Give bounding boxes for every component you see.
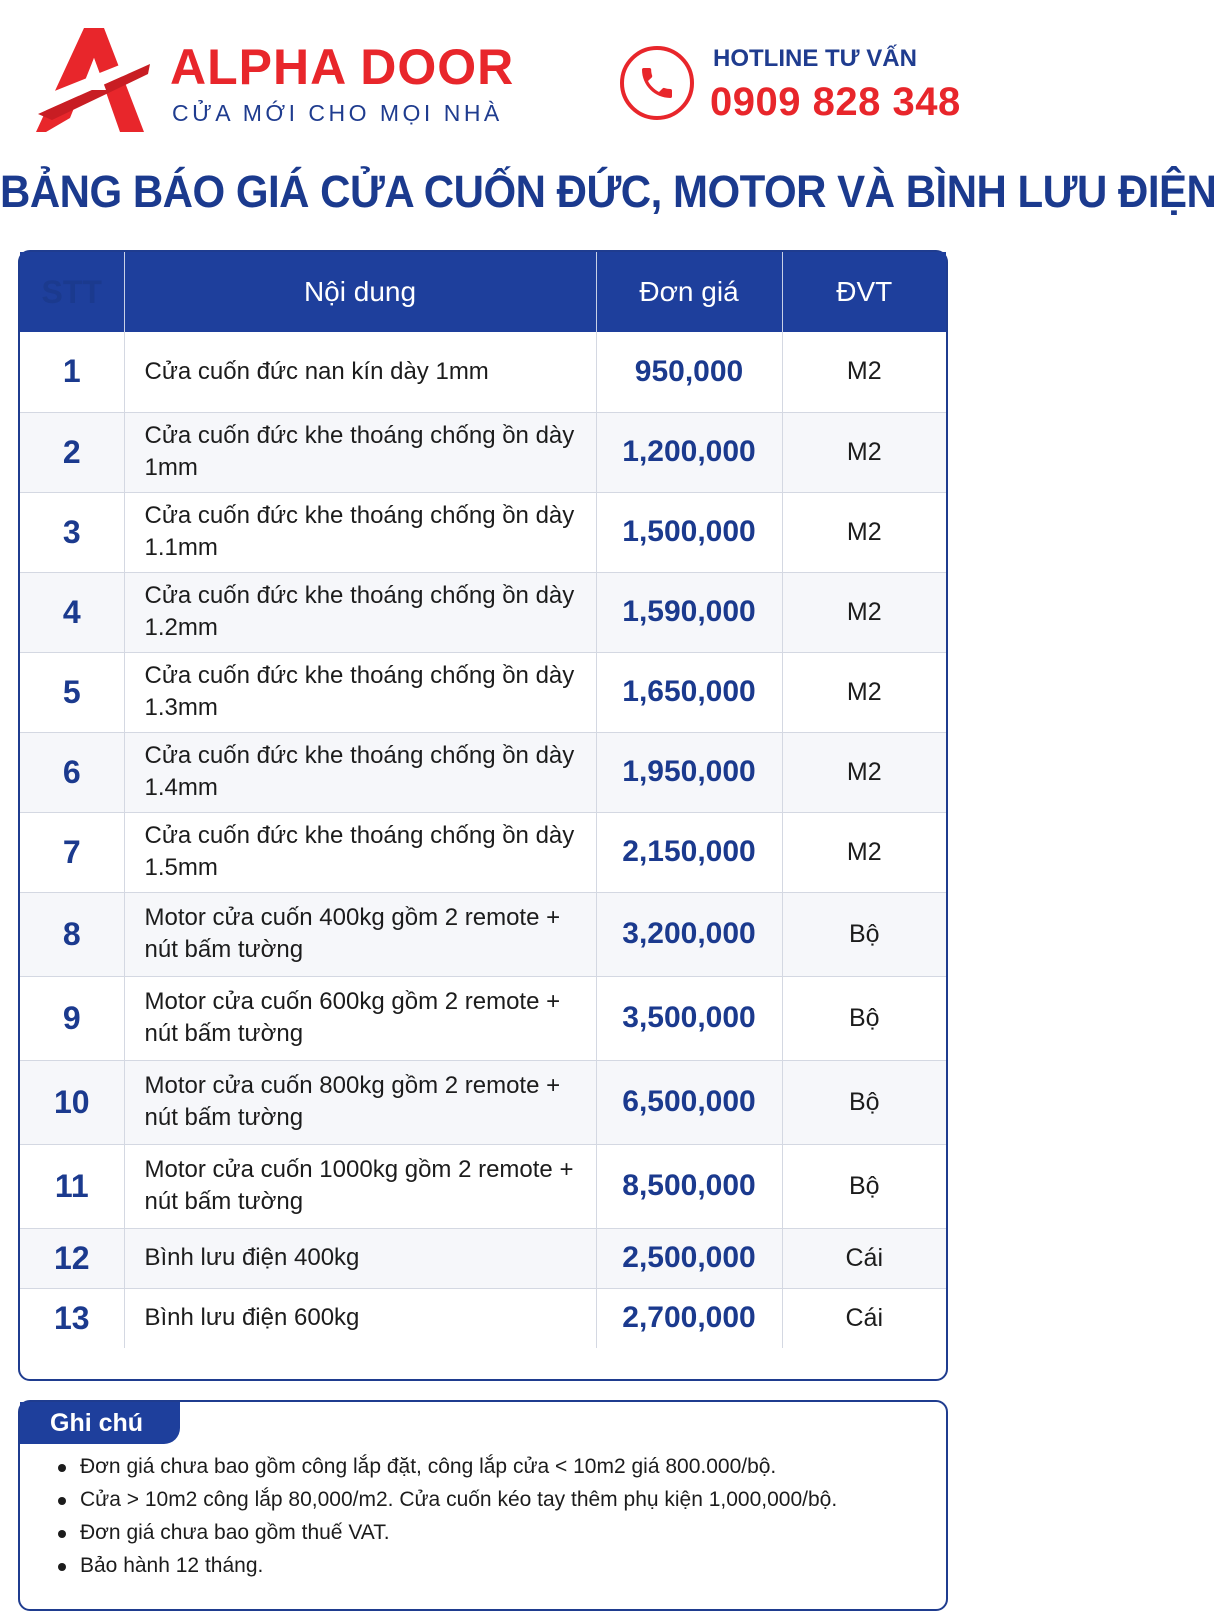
- row-stt: 11: [20, 1144, 124, 1228]
- row-unit: M2: [782, 572, 946, 652]
- row-description: Cửa cuốn đức khe thoáng chống ồn dày 1.1mm: [124, 492, 596, 572]
- row-price: 1,950,000: [596, 732, 782, 812]
- row-unit: M2: [782, 652, 946, 732]
- row-price: 1,650,000: [596, 652, 782, 732]
- brand-name: ALPHA DOOR: [170, 39, 515, 95]
- row-description: Cửa cuốn đức khe thoáng chống ồn dày 1mm: [124, 412, 596, 492]
- row-stt: 6: [20, 732, 124, 812]
- row-stt: 8: [20, 892, 124, 976]
- table-header-row: [20, 252, 946, 332]
- row-unit: Bộ: [782, 976, 946, 1060]
- row-unit: Cái: [782, 1228, 946, 1288]
- note-item: Bảo hành 12 tháng.: [80, 1553, 900, 1580]
- row-stt: 7: [20, 812, 124, 892]
- row-unit: M2: [782, 332, 946, 412]
- row-price: 2,150,000: [596, 812, 782, 892]
- row-description: Cửa cuốn đức khe thoáng chống ồn dày 1.4mm: [124, 732, 596, 812]
- row-stt: 2: [20, 412, 124, 492]
- row-price: 3,500,000: [596, 976, 782, 1060]
- row-description: Motor cửa cuốn 800kg gồm 2 remote + nút bấm tường: [124, 1060, 596, 1144]
- table-row: [20, 492, 946, 572]
- header: [0, 0, 971, 150]
- row-price: 950,000: [596, 332, 782, 412]
- table-row: [20, 1060, 946, 1144]
- row-unit: M2: [782, 812, 946, 892]
- phone-icon: [637, 63, 677, 103]
- table-row: [20, 1144, 946, 1228]
- column-header-description: Nội dung: [124, 252, 596, 332]
- row-description: Motor cửa cuốn 600kg gồm 2 remote + nút bấm tường: [124, 976, 596, 1060]
- note-item: Cửa > 10m2 công lắp 80,000/m2. Cửa cuốn kéo tay thêm phụ kiện 1,000,000/bộ.: [80, 1487, 900, 1514]
- hotline-label: HOTLINE TƯ VẤN: [713, 45, 917, 72]
- table-row: [20, 976, 946, 1060]
- row-stt: 10: [20, 1060, 124, 1144]
- row-unit: Bộ: [782, 1144, 946, 1228]
- hotline-number[interactable]: 0909 828 348: [710, 80, 961, 124]
- table-row: [20, 412, 946, 492]
- price-table-grid: [20, 252, 946, 1348]
- row-price: 2,500,000: [596, 1228, 782, 1288]
- table-row: [20, 812, 946, 892]
- table-row: [20, 332, 946, 412]
- row-description: Motor cửa cuốn 400kg gồm 2 remote + nút bấm tường: [124, 892, 596, 976]
- notes-heading: Ghi chú: [20, 1402, 180, 1444]
- row-unit: Bộ: [782, 892, 946, 976]
- row-price: 6,500,000: [596, 1060, 782, 1144]
- row-unit: Cái: [845, 1303, 883, 1332]
- row-unit: Bộ: [782, 1060, 946, 1144]
- row-price: 1,200,000: [596, 412, 782, 492]
- row-stt: 1: [20, 332, 124, 412]
- row-price: 1,590,000: [596, 572, 782, 652]
- price-table: [18, 250, 948, 1381]
- row-price: 2,700,000: [596, 1288, 782, 1348]
- row-description: Cửa cuốn đức khe thoáng chống ồn dày 1.5mm: [124, 812, 596, 892]
- column-header-stt: STT: [20, 252, 124, 332]
- row-unit: M2: [782, 492, 946, 572]
- row-price: 8,500,000: [596, 1144, 782, 1228]
- row-description: Cửa cuốn đức khe thoáng chống ồn dày 1.2mm: [124, 572, 596, 652]
- table-row: [20, 1288, 946, 1348]
- row-price: 1,500,000: [596, 492, 782, 572]
- row-stt: 4: [20, 572, 124, 652]
- row-price: 3,200,000: [596, 892, 782, 976]
- row-description: Bình lưu điện 600kg: [124, 1288, 596, 1348]
- row-description: Bình lưu điện 400kg: [124, 1228, 596, 1288]
- row-description: Cửa cuốn đức khe thoáng chống ồn dày 1.3mm: [124, 652, 596, 732]
- table-row: [20, 652, 946, 732]
- alpha-a-logo-icon: [32, 28, 152, 136]
- table-row: [20, 572, 946, 652]
- row-unit: M2: [782, 412, 946, 492]
- column-header-price: Đơn giá: [596, 252, 782, 332]
- row-stt: 13: [20, 1288, 124, 1348]
- notes-list: [80, 1454, 900, 1586]
- hotline-phone-badge[interactable]: [620, 46, 694, 120]
- note-item: Đơn giá chưa bao gồm công lắp đặt, công lắp cửa < 10m2 giá 800.000/bộ.: [80, 1454, 900, 1481]
- row-description: Cửa cuốn đức nan kín dày 1mm: [124, 332, 596, 412]
- row-stt: 12: [20, 1228, 124, 1288]
- note-item: Đơn giá chưa bao gồm thuế VAT.: [80, 1520, 900, 1547]
- table-row: [20, 892, 946, 976]
- page-title: BẢNG BÁO GIÁ CỬA CUỐN ĐỨC, MOTOR VÀ BÌNH LƯU ĐIỆN: [0, 166, 1216, 217]
- row-stt: 3: [20, 492, 124, 572]
- column-header-unit: ĐVT: [782, 252, 946, 332]
- notes-box: [18, 1400, 948, 1611]
- brand-slogan: CỬA MỚI CHO MỌI NHÀ: [172, 100, 503, 126]
- row-stt: 9: [20, 976, 124, 1060]
- row-unit: M2: [782, 732, 946, 812]
- row-description: Motor cửa cuốn 1000kg gồm 2 remote + nút bấm tường: [124, 1144, 596, 1228]
- table-row: [20, 732, 946, 812]
- row-stt: 5: [20, 652, 124, 732]
- table-row: [20, 1228, 946, 1288]
